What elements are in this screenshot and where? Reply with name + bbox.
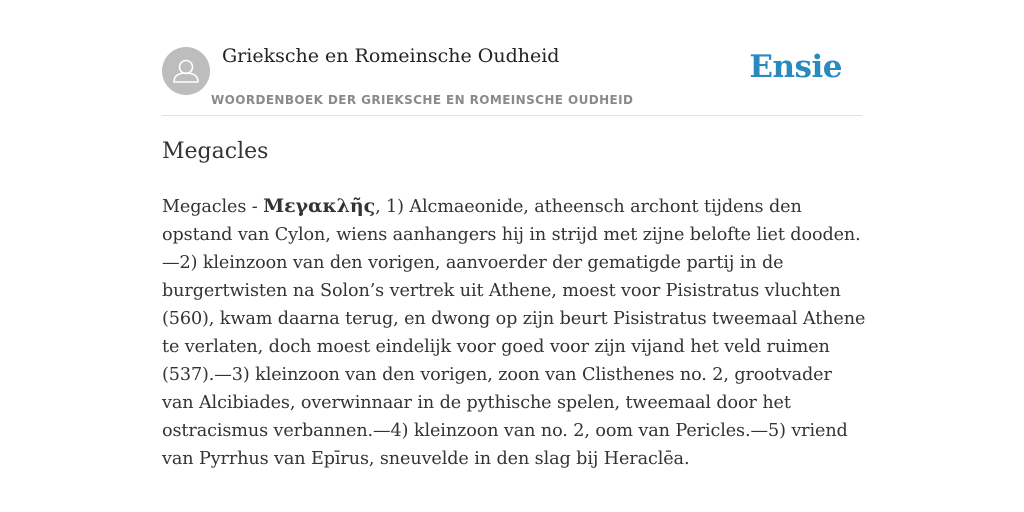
- entry-text: , 1) Alcmaeonide, atheensch archont tijdens den opstand van Cylon, wiens aanhangers hij in strijd met zijne belofte liet dooden.—2) kleinzoon van den vorigen, aanvoerder der gematigde partij in de burgertwisten na Solon’s vertrek uit Athene, moest voor Pisistratus vluchten (560), kwam daarna terug, en dwong op zijn beurt Pisistratus tweemaal Athene te verlaten, doch moest eindelijk voor goed voor zijn vijand het veld ruimen (537).—3) kleinzoon van den vorigen, zoon van Clisthenes no. 2, grootvader van Alcibiades, overwinnaar in de pythische spelen, tweemaal door het ostracismus verbannen.—4) kleinzoon van no. 2, oom van Pericles.—5) vriend van Pyrrhus van Epīrus, sneuvelde in den slag bij Heraclēa.: [162, 197, 866, 469]
- entry-body: [162, 192, 866, 473]
- user-icon: [162, 47, 210, 95]
- brand-logo[interactable]: Ensie: [749, 49, 842, 85]
- entry-title: Megacles: [162, 139, 269, 164]
- entry-lemma: Megacles: [162, 197, 247, 217]
- header: [162, 0, 862, 116]
- entry-greek: Μεγακλῆς: [263, 195, 376, 217]
- site-subtitle: WOORDENBOEK DER GRIEKSCHE EN ROMEINSCHE OUDHEID: [211, 93, 634, 107]
- entry-separator: -: [246, 197, 264, 217]
- avatar[interactable]: [162, 47, 210, 95]
- site-title[interactable]: Grieksche en Romeinsche Oudheid: [222, 45, 560, 67]
- page: [162, 0, 866, 469]
